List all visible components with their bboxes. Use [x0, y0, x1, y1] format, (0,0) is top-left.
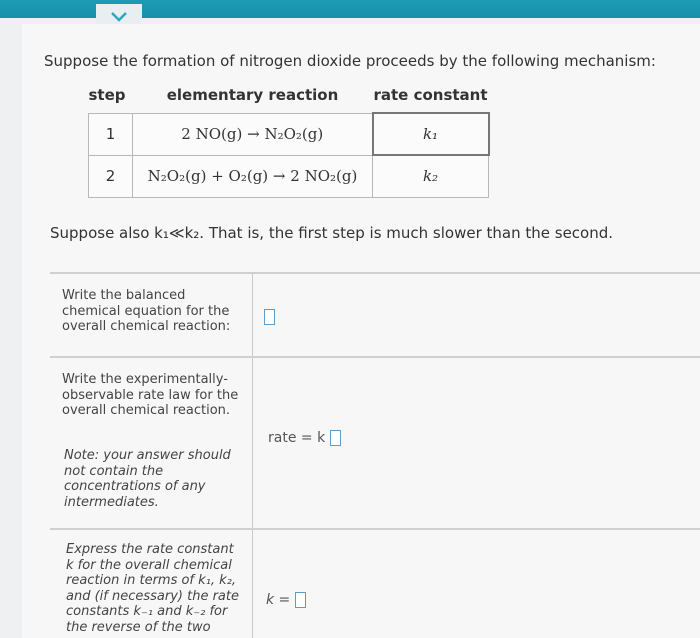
question-note: Note: your answer should not contain the concentrations of any intermediates. — [64, 448, 231, 510]
header-reaction: elementary reaction — [166, 86, 339, 105]
equation-input[interactable] — [264, 309, 275, 325]
assumption-text: Suppose also k₁≪k₂. That is, the first step is much slower than the second. — [50, 224, 614, 242]
reaction-cell: 2 NO(g) → N₂O₂(g) — [133, 113, 373, 155]
chevron-down-icon — [109, 11, 129, 23]
divider — [50, 356, 700, 358]
rate-constant-expression — [266, 592, 306, 608]
intro-text: Suppose the formation of nitrogen dioxide proceeds by the following mechanism: — [44, 52, 656, 70]
divider — [50, 528, 700, 530]
question-prompt: Write the experimentally-observable rate law for the overall chemical reaction. — [62, 372, 239, 418]
table-row — [89, 155, 489, 197]
header-rate: rate constant — [373, 86, 488, 104]
answer-area — [264, 306, 700, 325]
divider — [50, 272, 700, 274]
answer-grid — [50, 272, 700, 638]
question-prompt: Express the rate constant k for the overall chemical reaction in terms of k₁, k₂, and (if necessary) the rate constants k₋₁ and k₋₂ for the reverse of the two — [66, 542, 239, 635]
step-number: 1 — [89, 113, 133, 155]
header-step: step — [88, 86, 126, 105]
rate-prefix: rate = k — [268, 430, 326, 446]
table-row — [89, 113, 489, 155]
question-prompt: Write the balanced chemical equation for the overall chemical reaction: — [62, 288, 231, 334]
rate-constant-cell: k₂ — [373, 155, 489, 197]
k-prefix: k = — [266, 592, 291, 608]
reaction-cell: N₂O₂(g) + O₂(g) → 2 NO₂(g) — [133, 155, 373, 197]
step-number: 2 — [89, 155, 133, 197]
divider — [252, 272, 253, 638]
rate-law-input[interactable] — [330, 430, 341, 446]
rate-constant-input[interactable] — [295, 592, 306, 608]
rate-law-expression — [268, 430, 341, 446]
rate-constant-cell: k₁ — [373, 113, 489, 155]
mechanism-table — [88, 86, 490, 198]
